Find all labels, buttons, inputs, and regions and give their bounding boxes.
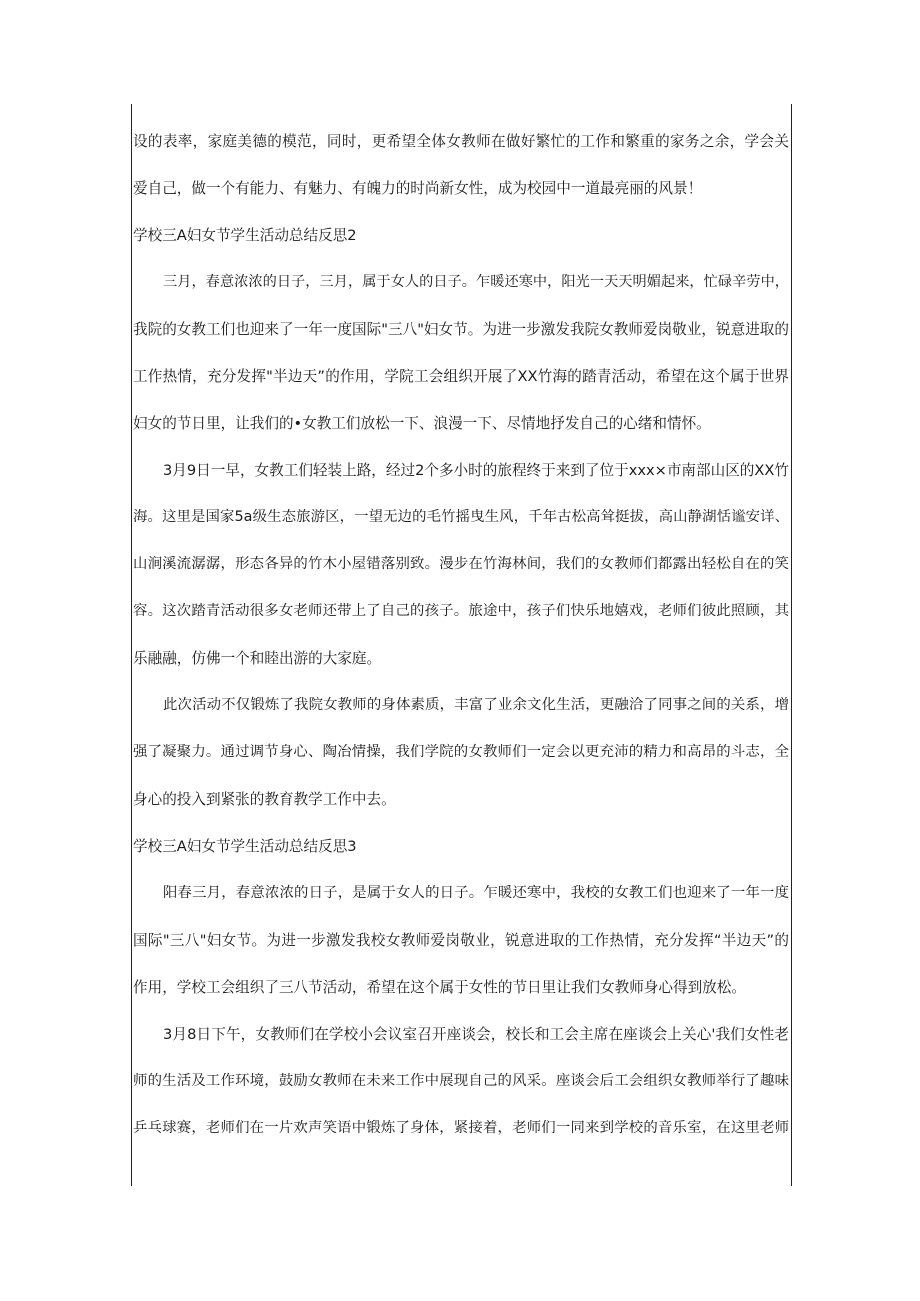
text-line: 海。这里是国家5a级生态旅游区，一望无边的毛竹摇曳生风，千年古松高耸挺拔，高山静湖恬谧安详、 <box>133 509 789 525</box>
text-line: 作用，学校工会组织了三八节活动，希望在这个属于女性的节日里让我们女教师身心得到放松。 <box>133 979 746 996</box>
paragraph <box>133 259 789 447</box>
text-line: 我院的女教工们也迎来了一年一度国际"三八"妇女节。为进一步激发我院女教师爱岗敬业，锐意进取的 <box>133 321 789 338</box>
paragraph <box>133 1011 789 1152</box>
paragraph <box>133 447 789 682</box>
section-heading: 学校三A妇女节学生活动总结反思3 <box>133 838 357 855</box>
text-line: 妇女的节日里，让我们的•女教工们放松一下、浪漫一下、尽情地抒发自己的心绪和情怀。 <box>133 415 711 432</box>
text-line: 爱自己，做一个有能力、有魅力、有魄力的时尚新女性，成为校园中一道最亮丽的风景！ <box>133 180 703 197</box>
section-heading: 学校三A妇女节学生活动总结反思2 <box>133 227 357 244</box>
text-line: 乐融融，仿佛一个和睦出游的大家庭。 <box>133 650 382 667</box>
text-line: 容。这次踏青活动很多女老师还带上了自己的孩子。旅途中，孩子们快乐地嬉戏，老师们彼此照顾，其 <box>133 603 789 619</box>
left-margin-rule <box>131 104 132 1186</box>
paragraph <box>133 682 789 823</box>
text-line: 乒乓球赛，老师们在一片欢声笑语中锻炼了身体，紧接着，老师们一同来到学校的音乐室，在这里老师 <box>133 1120 789 1136</box>
text-line: 三月，春意浓浓的日子，三月，属于女人的日子。乍暖还寒中，阳光一天天明媚起来，忙碌辛劳中， <box>163 274 789 290</box>
text-line: 师的生活及工作环境，鼓励女教师在未来工作中展现自己的风采。座谈会后工会组织女教师举行了趣味 <box>133 1073 789 1089</box>
text-line: 此次活动不仅锻炼了我院女教师的身体素质，丰富了业余文化生活，更融洽了同事之间的关系，增 <box>163 697 789 713</box>
text-line: 山涧溪流潺潺，形态各异的竹木小屋错落别致。漫步在竹海林间，我们的女教师们都露出轻松自在的笑 <box>133 556 789 572</box>
document-body <box>133 118 789 1152</box>
paragraph <box>133 118 789 212</box>
text-line: 国际"三八"妇女节。为进一步激发我校女教师爱岗敬业，锐意进取的工作热情，充分发挥“半边天”的 <box>133 932 789 949</box>
text-line: 强了凝聚力。通过调节身心、陶冶情操，我们学院的女教师们一定会以更充沛的精力和高昂的斗志，全 <box>133 744 789 760</box>
text-line: 设的表率，家庭美德的模范，同时，更希望全体女教师在做好繁忙的工作和繁重的家务之余，学会关 <box>133 133 789 150</box>
text-line: 3月8日下午，女教师们在学校小会议室召开座谈会，校长和工会主席在座谈会上关心'我们女性老 <box>163 1026 789 1043</box>
text-line: 工作热情，充分发挥"半边天”的作用，学院工会组织开展了XX竹海的踏青活动，希望在这个属于世界 <box>133 368 789 385</box>
paragraph <box>133 870 789 1011</box>
right-margin-rule <box>791 104 792 1186</box>
text-line: 身心的投入到紧张的教育教学工作中去。 <box>133 791 396 808</box>
text-line: 阳春三月，春意浓浓的日子，是属于女人的日子。乍暖还寒中，我校的女教工们也迎来了一年一度 <box>163 885 789 901</box>
text-line: 3月9日一早，女教工们轻装上路，经过2个多小时的旅程终于来到了位于xxx×市南部山区的XX竹 <box>163 462 789 479</box>
